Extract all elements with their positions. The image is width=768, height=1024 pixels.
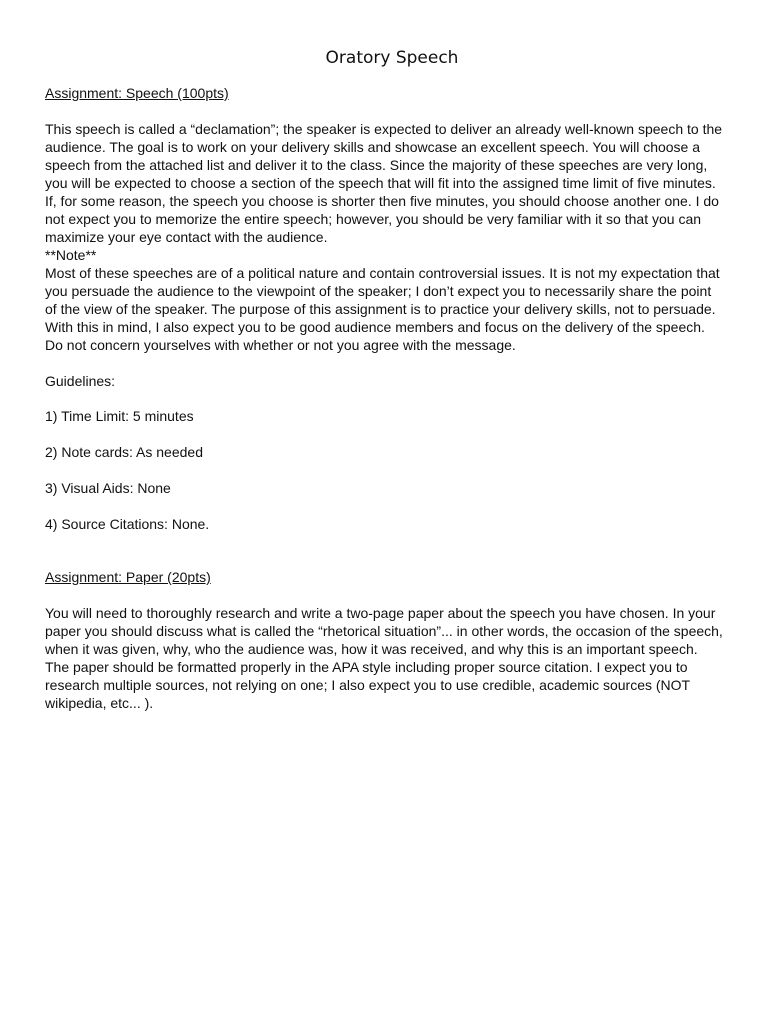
document-page (45, 46, 725, 712)
document-title: Oratory Speech (325, 48, 459, 68)
spacer (45, 533, 725, 551)
spacer (45, 425, 725, 443)
spacer (45, 461, 725, 479)
note-label: **Note** (45, 247, 97, 263)
spacer (45, 102, 725, 120)
paper-assignment-heading: Assignment: Paper (20pts) (45, 569, 211, 585)
spacer (45, 586, 725, 604)
guideline-item-time-limit: 1) Time Limit: 5 minutes (45, 408, 194, 424)
guideline-item-note-cards: 2) Note cards: As needed (45, 444, 203, 460)
speech-assignment-heading: Assignment: Speech (100pts) (45, 85, 229, 101)
spacer (45, 551, 725, 568)
spacer (45, 390, 725, 407)
spacer (45, 497, 725, 515)
guideline-item-source-citations: 4) Source Citations: None. (45, 516, 210, 532)
guidelines-label: Guidelines: (45, 373, 116, 389)
guideline-item-visual-aids: 3) Visual Aids: None (45, 480, 171, 496)
spacer (45, 354, 725, 372)
political-nature-paragraph: Most of these speeches are of a political nature and contain controversial issues. It is not my expectation that you persuade the audience to the viewpoint of the speaker; I don’t expect you to necessarily share the point of the view of the speaker. The purpose of this assignment is to practice your delivery skills, not to persuade. With this in mind, I also expect you to be good audience members and focus on the delivery of the speech. Do not concern yourselves with whether or not you agree with the message. (45, 265, 720, 353)
paper-paragraph: You will need to thoroughly research and write a two-page paper about the speech you have chosen. In your paper you should discuss what is called the “rhetorical situation”... in other words, the occasion of the speech, when it was given, why, who the audience was, how it was received, and why this is an important speech. The paper should be formatted properly in the APA style including proper source citation. I expect you to research multiple sources, not relying on one; I also expect you to use credible, academic sources (NOT wikipedia, etc... ). (45, 605, 723, 711)
declamation-paragraph: This speech is called a “declamation”; the speaker is expected to deliver an already well-known speech to the audience. The goal is to work on your delivery skills and showcase an excellent speech. You will choose a speech from the attached list and deliver it to the class. Since the majority of these speeches are very long, you will be expected to choose a section of the speech that will fit into the assigned time limit of five minutes. If, for some reason, the speech you choose is shorter then five minutes, you should choose another one. I do not expect you to memorize the entire speech; however, you should be very familiar with it so that you can maximize your eye contact with the audience. (45, 121, 723, 245)
